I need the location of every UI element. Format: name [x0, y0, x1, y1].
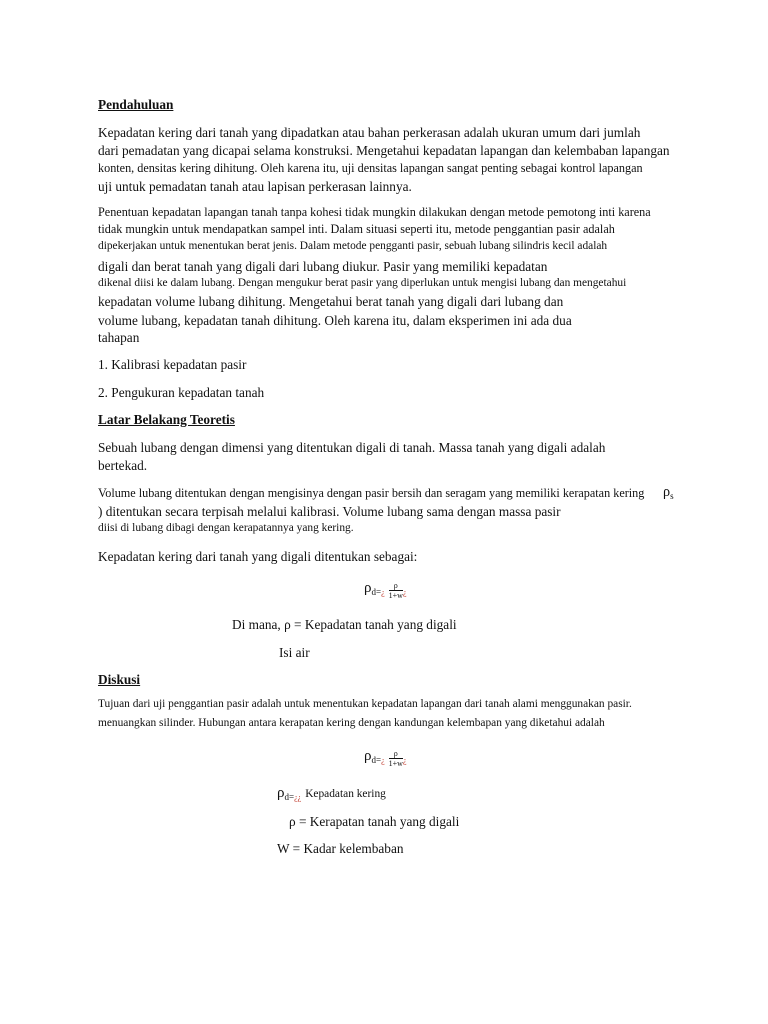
formula-definition: Isi air [279, 645, 310, 660]
paragraph-line: menuangkan silinder. Hubungan antara kerapatan kering dengan kandungan kelembapan yang diketahui adalah [98, 717, 605, 729]
paragraph-line: dikenal diisi ke dalam lubang. Dengan mengukur berat pasir yang diperlukan untuk mengisi lubang dan mengetahui [98, 277, 627, 289]
formula-fraction: $\frac{\rho}{1+w}$ [388, 749, 403, 768]
paragraph-line: Tujuan dari uji penggantian pasir adalah untuk menentukan kepadatan lapangan dari tanah alami menggunakan pasir. [98, 698, 632, 710]
paragraph-line: Kepadatan kering dari tanah yang digali ditentukan sebagai: [98, 549, 418, 564]
formula-definition: W = Kadar kelembaban [277, 841, 404, 856]
paragraph-line: diisi di lubang dibagi dengan kerapatannya yang kering. [98, 522, 354, 534]
paragraph-line: dari pemadatan yang dicapai selama konstruksi. Mengetahui kepadatan lapangan dan kelembaban lapangan [98, 143, 670, 158]
section-heading-pendahuluan: Pendahuluan [98, 97, 174, 112]
list-item: 2. Pengukuran kepadatan tanah [98, 385, 265, 400]
paragraph-line: ) ditentukan secara terpisah melalui kalibrasi. Volume lubang sama dengan massa pasir [98, 504, 561, 519]
paragraph-line: uji untuk pemadatan tanah atau lapisan perkerasan lainnya. [98, 179, 412, 194]
section-heading-latar-belakang: Latar Belakang Teoretis [98, 412, 235, 427]
paragraph-line: konten, densitas kering dihitung. Oleh karena itu, uji densitas lapangan sangat penting sebagai kontrol lapangan [98, 161, 643, 175]
paragraph-line: kepadatan volume lubang dihitung. Mengetahui berat tanah yang digali dari lubang dan [98, 294, 564, 309]
paragraph-line: digali dan berat tanah yang digali dari lubang diukur. Pasir yang memiliki kepadatan [98, 259, 548, 274]
dry-density-formula: $\rho_{d=}¿$ $\frac{\rho}{1+w}$ ¿ [364, 748, 407, 768]
paragraph-line: Penentuan kepadatan lapangan tanah tanpa kohesi tidak mungkin dilakukan dengan metode pemotong inti karena [98, 205, 651, 219]
paragraph-line: bertekad. [98, 458, 148, 473]
section-heading-diskusi: Diskusi [98, 672, 141, 687]
dry-density-formula: $\rho_{d=}¿$ $\frac{\rho}{1+w}$ ¿ [364, 580, 407, 600]
paragraph-line: dipekerjakan untuk menentukan berat jenis. Dalam metode pengganti pasir, sebuah lubang silindris kecil adalah [98, 240, 608, 252]
paragraph-line: tidak mungkin untuk mendapatkan sampel inti. Dalam situasi seperti itu, metode penggantian pasir adalah [98, 222, 615, 236]
list-item: 1. Kalibrasi kepadatan pasir [98, 357, 247, 372]
paragraph-line: Volume lubang ditentukan dengan mengisinya dengan pasir bersih dan seragam yang memiliki kerapatan kering [98, 486, 645, 500]
formula-fraction: $\frac{\rho}{1+w}$ [388, 581, 403, 600]
rho-symbol-inline: $\rho_s$ [663, 484, 674, 501]
paragraph-line: Sebuah lubang dengan dimensi yang ditentukan digali di tanah. Massa tanah yang digali adalah [98, 440, 606, 455]
paragraph-line: tahapan [98, 330, 140, 345]
formula-definition: Di mana, ρ = Kepadatan tanah yang digali [232, 617, 457, 632]
paragraph-line: volume lubang, kepadatan tanah dihitung. Oleh karena itu, dalam eksperimen ini ada dua [98, 313, 572, 328]
formula-definition: $\rho_{d=}¿¿$ Kepadatan kering [277, 785, 386, 802]
paragraph-line: Kepadatan kering dari tanah yang dipadatkan atau bahan perkerasan adalah ukuran umum dari jumlah [98, 125, 641, 140]
formula-definition: ρ = Kerapatan tanah yang digali [289, 814, 460, 829]
